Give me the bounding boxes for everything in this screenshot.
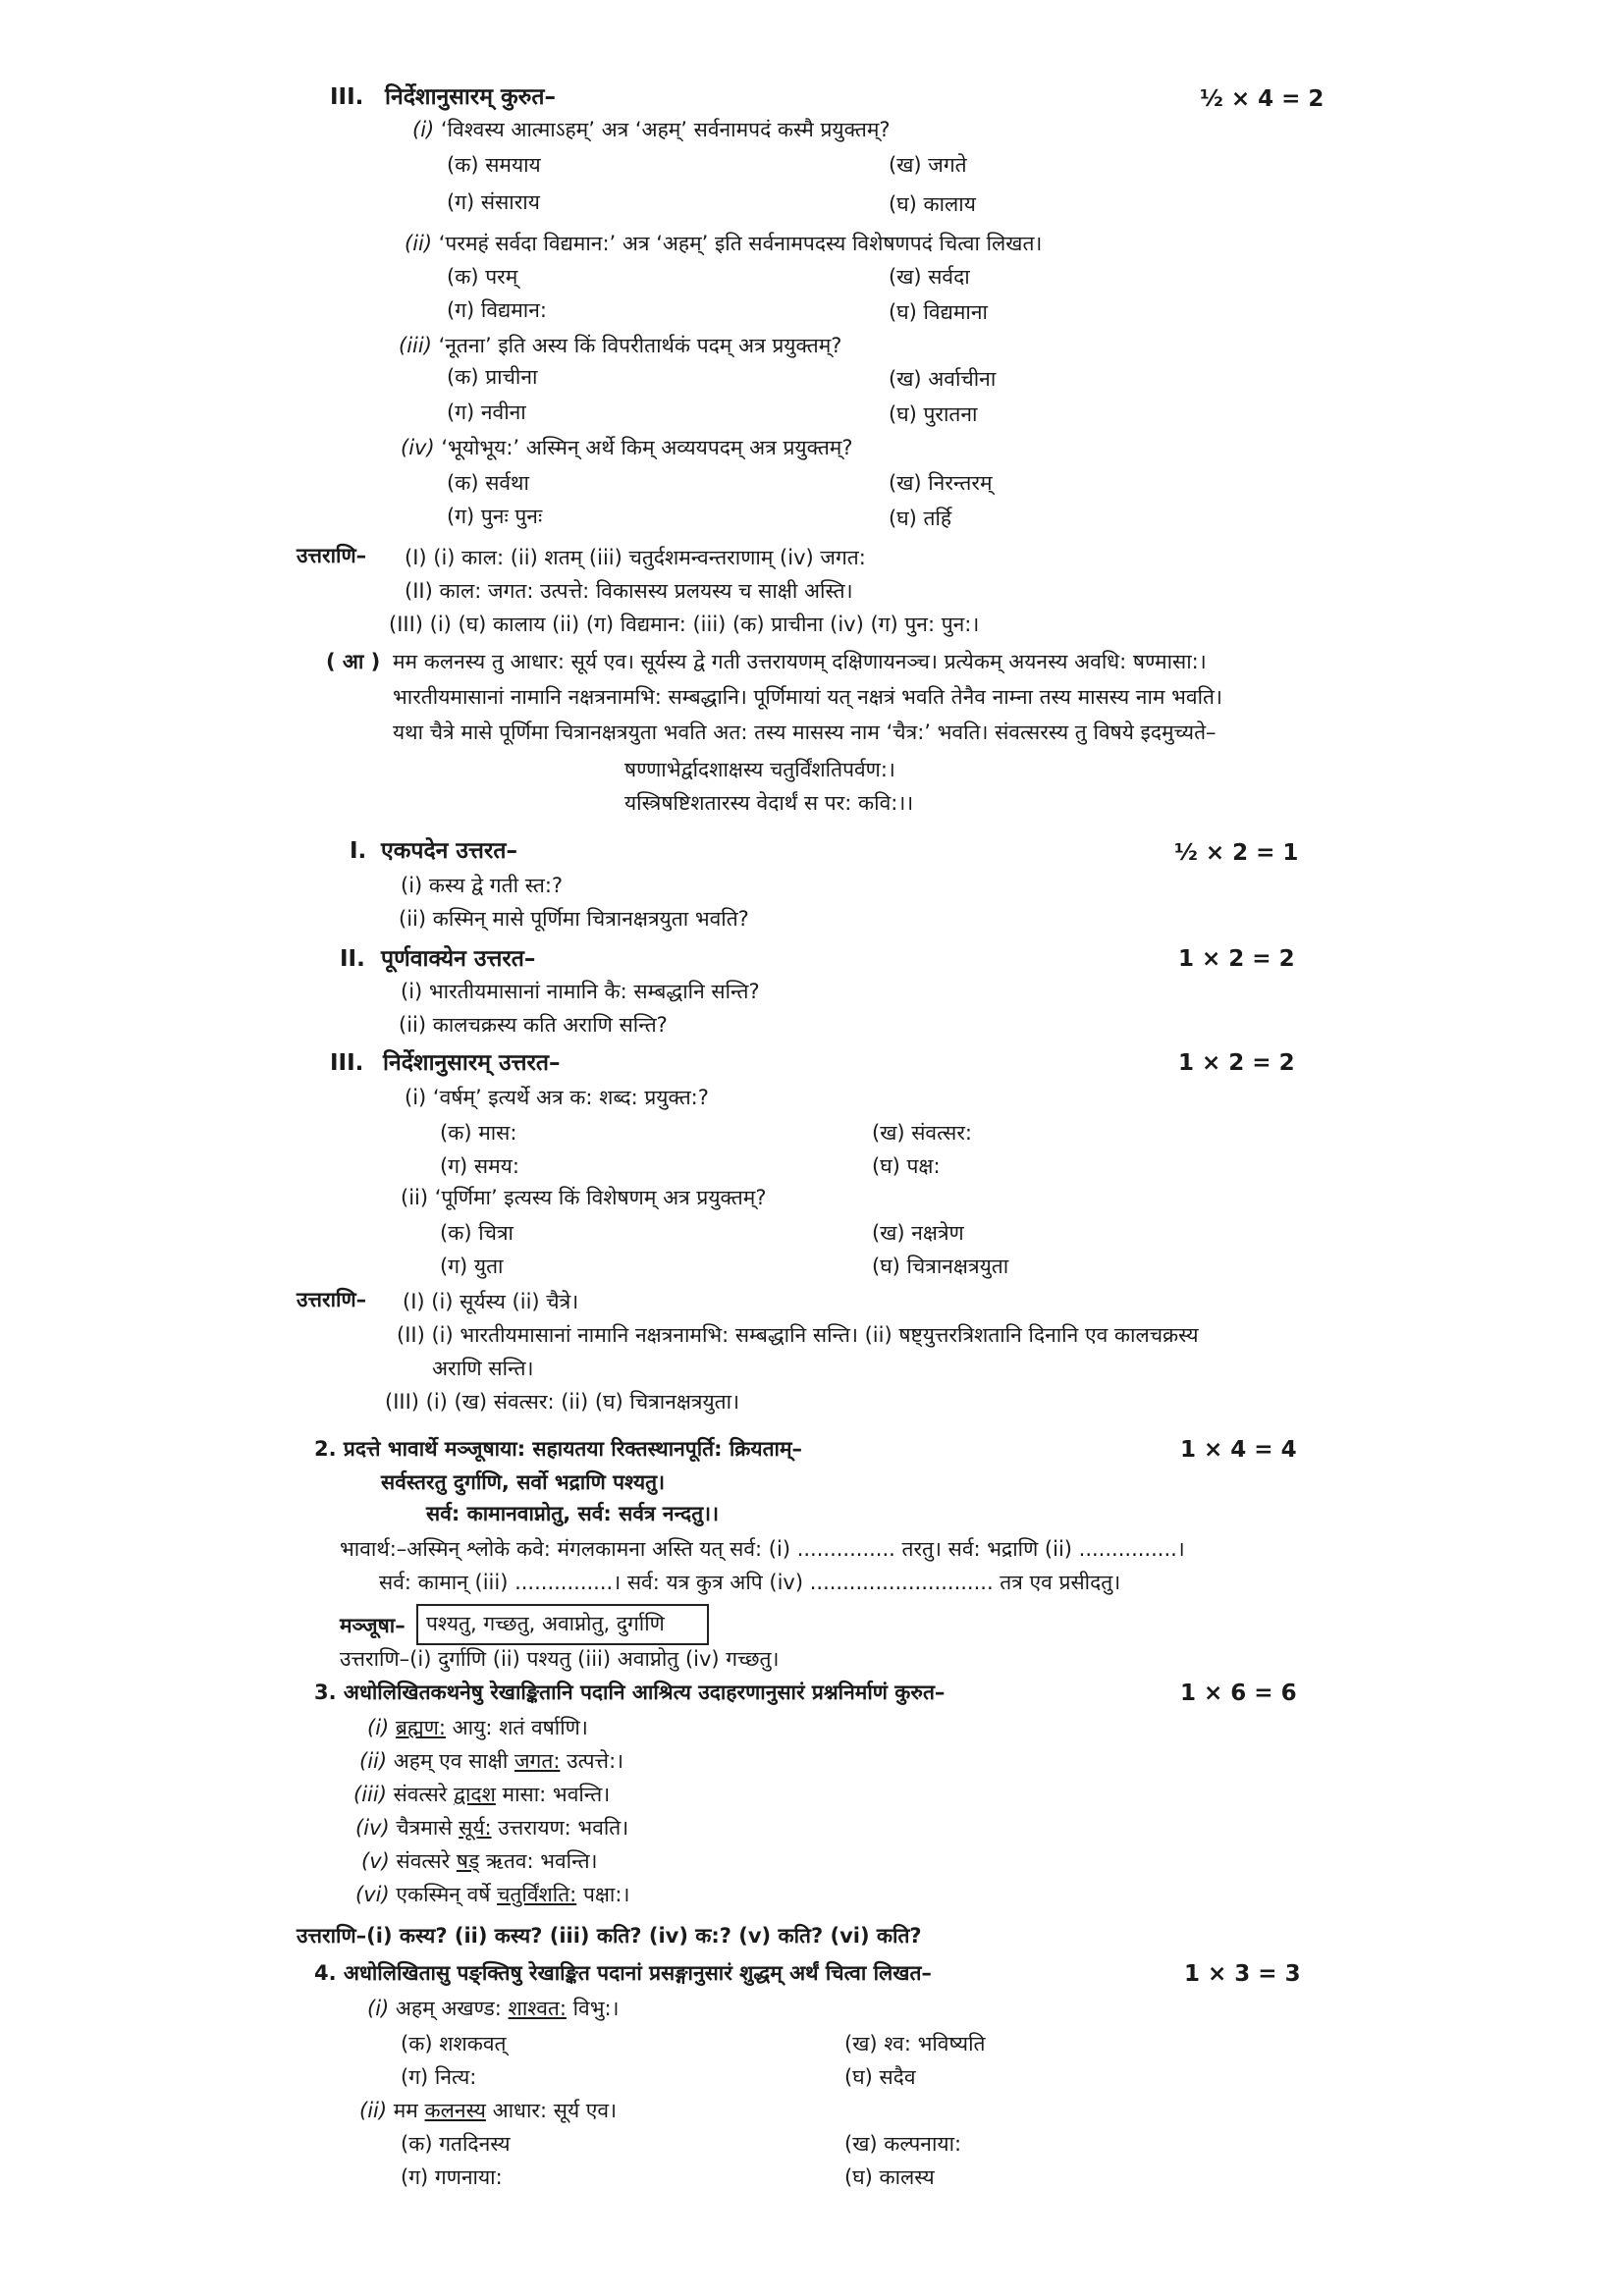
question (359, 2101, 617, 2121)
question: (i) ‘वर्षम्’ इत्यर्थे अत्र क: शब्द: प्रयुक्त:? (405, 1086, 709, 1109)
section-heading: निर्देशानुसारम् कुरुत– (385, 84, 556, 110)
item-number: (ii) (359, 2099, 388, 2122)
answer-line: उत्तराणि–(i) दुर्गाणि (ii) पश्यतु (iii) अवाप्नोतु (iv) गच्छतु। (340, 1647, 780, 1671)
option: (घ) पक्ष: (872, 1154, 941, 1178)
text: उत्तरायण: भवति। (491, 1816, 629, 1840)
option: (ख) कल्पनाया: (844, 2132, 962, 2156)
option: (घ) चित्रानक्षत्रयुता (872, 1255, 1009, 1278)
question (399, 336, 841, 356)
option: (क) समयाय (447, 153, 541, 177)
answers-label: उत्तराणि– (297, 1288, 367, 1311)
underlined-word: कलनस्य (424, 2099, 486, 2122)
text: संवत्सरे (393, 1783, 454, 1806)
passage-line: भारतीयमासानां नामानि नक्षत्रनामभि: सम्बद्धानि। पूर्णिमायां यत् नक्षत्रं भवति तेनैव नाम्ना तस्य मासस्य नाम भवति। (393, 685, 1222, 709)
option: (ख) निरन्तरम् (889, 471, 993, 495)
option: (ग) संसाराय (447, 190, 540, 214)
verse-line: षण्णाभेर्द्वादशाक्षस्य चतुर्विंशतिपर्वण:। (624, 758, 895, 781)
question-heading: 3. अधोलिखितकथनेषु रेखाङ्कितानि पदानि आश्रित्य उदाहरणानुसारं प्रश्ननिर्माणं कुरुत– (314, 1681, 946, 1704)
option: (ग) विद्यमान: (447, 298, 547, 322)
option: (क) प्राचीना (447, 365, 538, 389)
text: ऋतव: भवन्ति। (479, 1849, 598, 1873)
option: (ख) जगते (889, 153, 967, 177)
text: अहम् एव साक्षी (393, 1749, 514, 1773)
question: (ii) ‘पूर्णिमा’ इत्यस्य किं विशेषणम् अत्र प्रयुक्तम्? (401, 1186, 767, 1209)
underlined-word: द्वादश (453, 1783, 496, 1806)
question (412, 120, 891, 140)
option: (घ) विद्यमाना (889, 300, 988, 324)
question (405, 234, 1042, 254)
question-heading: 2. प्रदत्ते भावार्थे मञ्जूषाया: सहायतया रिक्तस्थानपूर्ति: क्रियताम्– (314, 1437, 803, 1461)
text: एकस्मिन् वर्षे (396, 1883, 498, 1906)
question: (ii) कालचक्रस्य कति अराणि सन्ति? (399, 1013, 668, 1037)
manjusha-words: पश्यतु, गच्छतु, अवाप्नोतु, दुर्गाणि (426, 1612, 665, 1635)
question (401, 438, 853, 458)
section-number: I. (350, 838, 367, 864)
option: (ख) श्व: भविष्यति (844, 2032, 986, 2056)
option: (ग) नवीना (447, 400, 526, 424)
item-number: (iii) (353, 1783, 387, 1806)
option: (घ) सदैव (844, 2065, 916, 2089)
answer-line: (III) (i) (घ) कालाय (ii) (ग) विद्यमान: (iii) (क) प्राचीना (iv) (ग) पुन: पुन:। (389, 613, 980, 636)
answer-line: (III) (i) (ख) संवत्सर: (ii) (घ) चित्रानक्षत्रयुता। (385, 1390, 740, 1414)
marks: 1 × 6 = 6 (1180, 1681, 1297, 1706)
passage-label: ( आ ) (326, 650, 381, 673)
question-heading: 4. अधोलिखितासु पङ्क्तिषु रेखाङ्कित पदानां प्रसङ्गानुसारं शुद्धम् अर्थं चित्वा लिखत– (314, 1961, 932, 1985)
question-text: ‘भूयोभूय:’ अस्मिन् अर्थे किम् अव्ययपदम् अत्र प्रयुक्तम्? (441, 436, 853, 459)
item-number: (i) (367, 1997, 390, 2020)
text: चैत्रमासे (396, 1816, 460, 1840)
option: (घ) पुरातना (889, 402, 978, 426)
verse-line: सर्व: कामानवाप्नोतु, सर्व: सर्वत्र नन्दतु।। (426, 1502, 720, 1525)
marks: 1 × 2 = 2 (1178, 1050, 1295, 1076)
marks: 1 × 2 = 2 (1178, 946, 1295, 972)
section-heading: एकपदेन उत्तरत– (381, 838, 517, 864)
marks: ½ × 4 = 2 (1200, 86, 1325, 112)
question-number: (iii) (399, 334, 432, 357)
question-text: ‘नूतना’ इति अस्य किं विपरीतार्थकं पदम् अत्र प्रयुक्तम्? (438, 334, 842, 357)
section-number: II. (340, 946, 365, 972)
option: (ग) नित्य: (401, 2065, 477, 2089)
section-number: III. (330, 84, 364, 110)
question-number: (iv) (401, 436, 435, 459)
question-number: (ii) (405, 232, 433, 255)
option: (ग) समय: (440, 1154, 519, 1178)
question: (i) भारतीयमासानां नामानि कै: सम्बद्धानि सन्ति? (401, 980, 760, 1003)
option: (क) चित्रा (440, 1221, 514, 1245)
underlined-word: षड् (456, 1849, 480, 1873)
bhavartha-line: भावार्थ:–अस्मिन् श्लोके कवे: मंगलकामना अस्ति यत् सर्व: (i) ............... तरतु। सर्व: भद्राणि (ii) ...............। (340, 1537, 1185, 1561)
section-heading: निर्देशानुसारम् उत्तरत– (383, 1050, 561, 1076)
marks: 1 × 4 = 4 (1180, 1437, 1297, 1463)
option: (घ) कालस्य (844, 2165, 935, 2189)
answer-line: उत्तराणि–(i) कस्य? (ii) कस्य? (iii) कति? (iv) क:? (v) कति? (vi) कति? (297, 1924, 922, 1948)
option: (ख) अर्वाचीना (889, 367, 997, 391)
underlined-word: ब्रह्मण: (395, 1716, 446, 1739)
option: (ग) पुनः पुनः (447, 505, 543, 528)
option: (क) सर्वथा (447, 471, 529, 495)
text: संवत्सरे (396, 1849, 457, 1873)
answer-line: (II) काल: जगत: उत्पत्ते: विकासस्य प्रलयस्य च साक्षी अस्ति। (405, 579, 853, 603)
underlined-word: शाश्वत: (508, 1997, 567, 2020)
underlined-word: चतुर्विंशति: (497, 1883, 577, 1906)
section-number: III. (330, 1050, 364, 1076)
text: उत्पत्ते:। (560, 1749, 624, 1773)
marks: ½ × 2 = 1 (1174, 840, 1299, 866)
answer-line: (II) (i) भारतीयमासानां नामानि नक्षत्रनामभि: सम्बद्धानि सन्ति। (ii) षष्ट्युत्तरत्रिशतानि दिनानि एव कालचक्रस्य (397, 1323, 1199, 1347)
text: आयु: शतं वर्षाणि। (446, 1716, 588, 1739)
question-text: ‘परमहं सर्वदा विद्यमान:’ अत्र ‘अहम्’ इति सर्वनामपदस्य विशेषणपदं चित्वा लिखत। (438, 232, 1043, 255)
option: (ग) गणनाया: (401, 2165, 503, 2189)
option: (ख) संवत्सर: (872, 1121, 972, 1145)
underlined-word: जगत: (514, 1749, 561, 1773)
answer-line: (I) (i) काल: (ii) शतम् (iii) चतुर्दशमन्वन्तराणाम् (iv) जगत: (405, 546, 866, 569)
marks: 1 × 3 = 3 (1184, 1961, 1301, 1987)
passage-line: यथा चैत्रे मासे पूर्णिमा चित्रानक्षत्रयुता भवति अत: तस्य मासस्य नाम ‘चैत्र:’ भवति। संवत्सरस्य तु विषये इदमुच्यते– (393, 721, 1217, 744)
answer-line: (I) (i) सूर्यस्य (ii) चैत्रे। (403, 1290, 579, 1313)
statement (361, 1851, 598, 1872)
statement (359, 1751, 623, 1772)
option: (ख) नक्षत्रेण (872, 1221, 964, 1245)
statement (355, 1885, 629, 1905)
text: मासा: भवन्ति। (495, 1783, 611, 1806)
passage-line: मम कलनस्य तु आधार: सूर्य एव। सूर्यस्य द्वे गती उत्तरायणम् दक्षिणायनञ्च। प्रत्येकम् अयनस्य अवधि: षण्मासा:। (393, 650, 1207, 673)
verse-line: सर्वस्तरतु दुर्गाणि, सर्वो भद्राणि पश्यतु। (381, 1470, 666, 1494)
question-text: ‘विश्वस्य आत्माऽहम्’ अत्र ‘अहम्’ सर्वनामपदं कस्मै प्रयुक्तम्? (440, 118, 891, 141)
option: (क) मास: (440, 1121, 517, 1145)
item-number: (ii) (359, 1749, 388, 1773)
answers-label: उत्तराणि– (297, 544, 367, 567)
item-number: (iv) (355, 1816, 390, 1840)
item-number: (i) (367, 1716, 390, 1739)
underlined-word: सूर्य: (459, 1816, 492, 1840)
text: आधार: सूर्य एव। (485, 2099, 618, 2122)
option: (ख) सर्वदा (889, 265, 970, 289)
item-number: (v) (361, 1849, 390, 1873)
question: (i) कस्य द्वे गती स्त:? (401, 874, 564, 897)
option: (घ) कालाय (889, 192, 976, 216)
item-number: (vi) (355, 1883, 390, 1906)
section-heading: पूर्णवाक्येन उत्तरत– (381, 946, 536, 972)
text: मम (393, 2099, 425, 2122)
text: पक्षा:। (576, 1883, 630, 1906)
question: (ii) कस्मिन् मासे पूर्णिमा चित्रानक्षत्रयुता भवति? (399, 907, 749, 931)
statement (367, 1718, 588, 1738)
answer-line: अराणि सन्ति। (432, 1357, 534, 1380)
statement (355, 1818, 628, 1839)
text: अहम् अखण्ड: (395, 1997, 509, 2020)
option: (ग) युता (440, 1255, 504, 1278)
option: (घ) तर्हि (889, 507, 952, 530)
verse-line: यस्त्रिषष्टिशतारस्य वेदार्थं स पर: कवि:।। (624, 791, 914, 815)
option: (क) शशकवत् (401, 2032, 507, 2056)
bhavartha-line: सर्व: कामान् (iii) ...............। सर्व: यत्र कुत्र अपि (iv) ............................ तत्र एव प्रसीदतु। (379, 1571, 1121, 1594)
option: (क) परम् (447, 265, 518, 289)
statement (353, 1785, 610, 1805)
question (367, 1999, 620, 2019)
option: (क) गतदिनस्य (401, 2132, 511, 2156)
manjusha-label: मञ्जूषा– (340, 1614, 406, 1637)
text: विभु:। (566, 1997, 620, 2020)
question-number: (i) (412, 118, 435, 141)
